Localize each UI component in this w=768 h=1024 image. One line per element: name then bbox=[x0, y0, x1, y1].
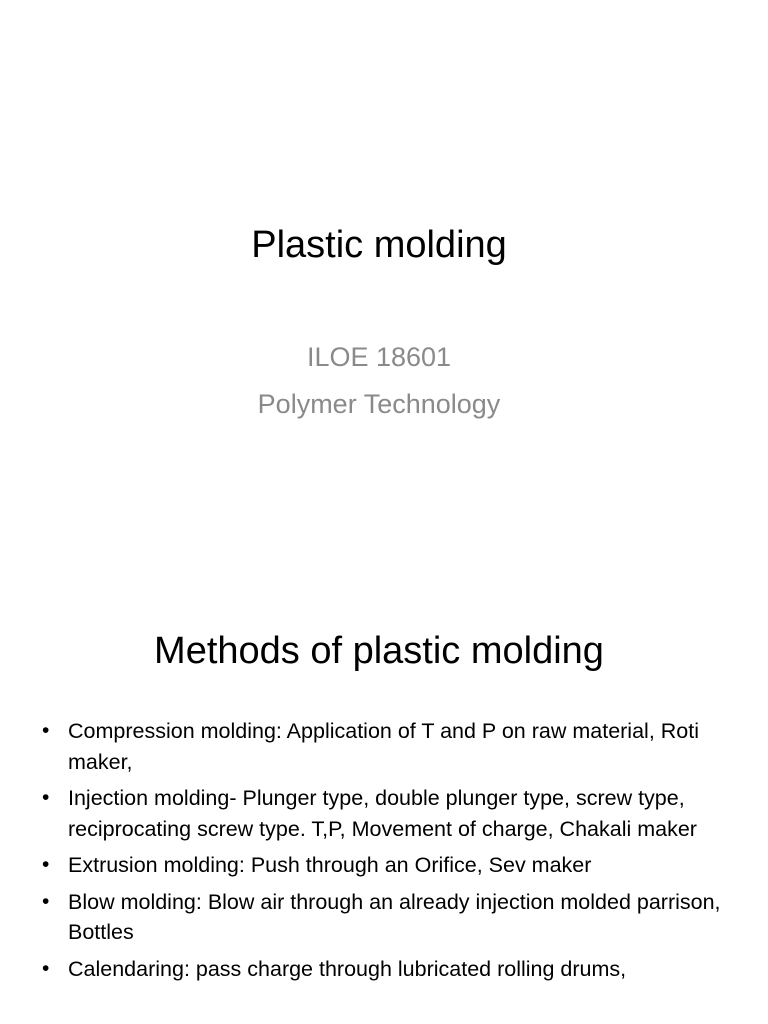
bullet-text: Blow molding: Blow air through an already injection molded parrison, Bottles bbox=[68, 889, 721, 944]
slide-title: Plastic molding bbox=[251, 224, 507, 266]
slide-subtitle bbox=[0, 334, 758, 428]
course-name: Polymer Technology bbox=[257, 389, 501, 419]
bullet-icon: • bbox=[42, 853, 50, 876]
list-item bbox=[42, 716, 732, 777]
list-item bbox=[42, 850, 732, 881]
list-item bbox=[42, 783, 732, 844]
bullet-text: Calendaring: pass charge through lubricated rolling drums, bbox=[68, 956, 627, 981]
bullet-icon: • bbox=[42, 956, 50, 980]
bullet-text: Injection molding- Plunger type, double plunger type, screw type, reciprocating screw type. T,P, Movement of charge, Chakali maker bbox=[68, 786, 697, 841]
list-item bbox=[42, 954, 732, 985]
content-slide bbox=[0, 576, 768, 1024]
bullet-icon: • bbox=[42, 889, 50, 913]
slide-title: Methods of plastic molding bbox=[154, 630, 604, 672]
course-code: ILOE 18601 bbox=[306, 342, 452, 372]
bullet-text: Compression molding: Application of T and P on raw material, Roti maker, bbox=[68, 719, 699, 774]
bullet-text: Extrusion molding: Push through an Orifice, Sev maker bbox=[68, 853, 592, 877]
bullet-list bbox=[42, 716, 732, 990]
list-item bbox=[42, 887, 732, 948]
bullet-icon: • bbox=[42, 719, 50, 742]
bullet-icon: • bbox=[42, 786, 50, 809]
